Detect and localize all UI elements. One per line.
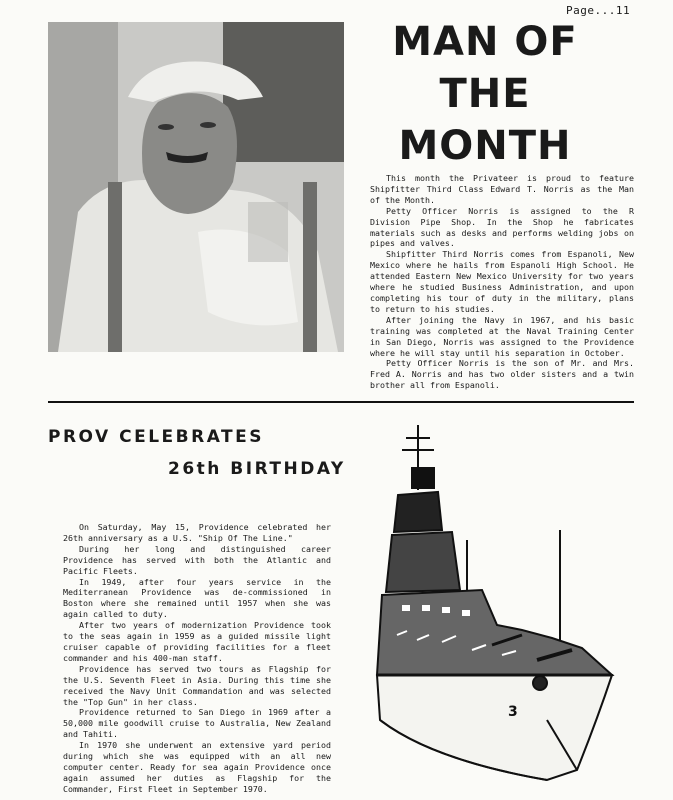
title-line: MAN OF (392, 19, 578, 65)
birthday-article (63, 522, 331, 795)
paragraph: After two years of modernization Providence took to the seas again in 1959 as a guided missile light cruiser capable of providing facilities for a fleet commander and his 400-man staff. (63, 620, 331, 663)
ship-illustration (372, 420, 634, 790)
birthday-title-line1: PROV CELEBRATES (48, 427, 264, 447)
man-of-the-month-title (390, 16, 580, 172)
hull-number: 3 (508, 704, 518, 720)
paragraph: Petty Officer Norris is assigned to the R Division Pipe Shop. In the Shop he fabricates materials such as desks and performs welding jobs on pipes and valves. (370, 205, 634, 249)
paragraph: During her long and distinguished career Providence has served with both the Atlantic and Pacific Fleets. (63, 543, 331, 576)
paragraph: After joining the Navy in 1967, and his basic training was completed at the Naval Training Center in San Diego, Norris was assigned to the Providence where he will stay until his separation in October. (370, 314, 634, 358)
page-number: Page...11 (566, 4, 631, 17)
birthday-title-line2: 26th BIRTHDAY (168, 459, 346, 479)
sailor-photo (48, 22, 344, 352)
paragraph: On Saturday, May 15, Providence celebrated her 26th anniversary as a U.S. "Ship Of The Line." (63, 522, 331, 543)
section-divider (48, 401, 634, 403)
man-of-the-month-article (370, 173, 634, 391)
paragraph: In 1970 she underwent an extensive yard period during which she was equipped with an all new computer center. Ready for sea again Providence once again assumed her duties as Flagship for the Commander, First Fleet in September 1970. (63, 740, 331, 794)
paragraph: In 1949, after four years service in the Mediterranean Providence was de-commissioned in Boston where she remained until 1957 when she was again called to duty. (63, 576, 331, 620)
paragraph: Petty Officer Norris is the son of Mr. and Mrs. Fred A. Norris and has two older sisters and a twin brother all from Espanoli. (370, 358, 634, 391)
title-line: MONTH (398, 123, 572, 169)
paragraph: This month the Privateer is proud to feature Shipfitter Third Class Edward T. Norris as the Man of the Month. (370, 173, 634, 205)
paragraph: Shipfitter Third Norris comes from Espanoli, New Mexico where he hails from Espanoli High School. He attended Eastern New Mexico University for two years where he studied Business Administration, and upon completing his tour of duty in the military, plans to return to his studies. (370, 249, 634, 314)
title-line: THE (439, 71, 531, 117)
paragraph: Providence returned to San Diego in 1969 after a 50,000 mile goodwill cruise to Australia, New Zealand and Tahiti. (63, 707, 331, 740)
paragraph: Providence has served two tours as Flagship for the U.S. Seventh Fleet in Asia. During this time she received the Navy Unit Commandation and was selected the "Top Gun" in her class. (63, 663, 331, 707)
